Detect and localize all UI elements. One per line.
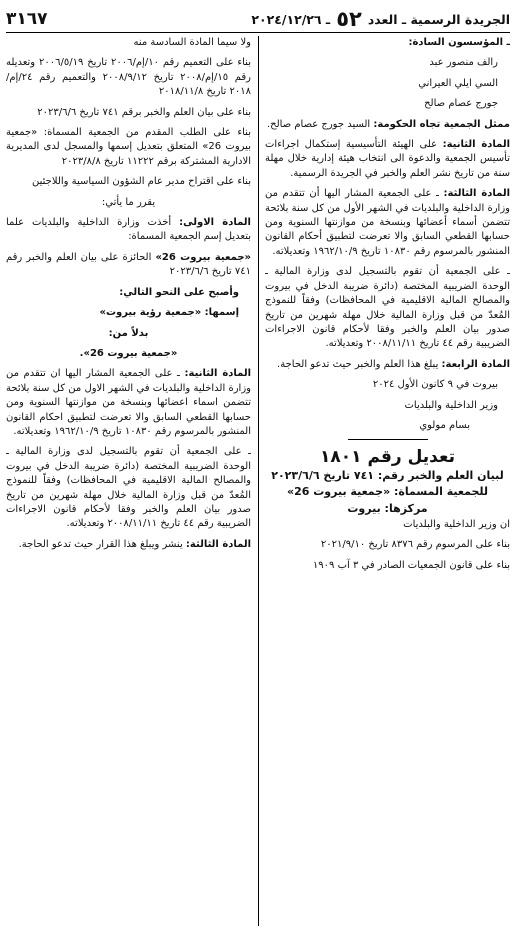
basis-article-six: ولا سيما المادة السادسة منه xyxy=(133,37,251,48)
right-column xyxy=(265,36,510,928)
article-3-label: المادة الثالثة: xyxy=(443,188,510,200)
founder-2: السي ايلي العيراني xyxy=(418,77,498,89)
founders-title: ـ المؤسسون السادة: xyxy=(408,37,510,48)
basis-law: بناء على قانون الجمعيات الصادر في ٣ آب ١٩٠٩ xyxy=(312,559,510,571)
minister-intro: ان وزير الداخلية والبلديات xyxy=(403,518,510,530)
amendment-title: تعديل رقم ١٨٠١ xyxy=(320,447,455,468)
gazette-title xyxy=(251,7,510,31)
article-1-rest: الحائزة على بيان العلم والخبر رقم ٧٤١ تاريخ ٢٠٢٣/٦/٦ xyxy=(6,251,251,278)
gov-rep xyxy=(265,118,510,132)
article-4 xyxy=(265,358,510,372)
basis-proposal: بناء على اقتراح مدير عام الشؤون السياسية واللاجئين xyxy=(32,176,251,188)
article-1-text: أخذت وزارة الداخلية والبلديات علما بتعديل إسم الجمعية المسماة: xyxy=(6,217,251,243)
issue-number: ٥٢ xyxy=(336,7,362,31)
article-3-left-label: المادة الثالثة: xyxy=(185,538,251,550)
article-3-left-text: ينشر ويبلغ هذا القرار حيث تدعو الحاجة. xyxy=(18,538,183,550)
association-old-name: «جمعية بيروت 26» xyxy=(155,251,251,263)
instead-label: بدلاً من: xyxy=(108,327,149,339)
tax-registration: ـ على الجمعية أن تقوم بالتسجيل لدى وزارة المالية ـ الوحدة الضريبية المختصة (دائرة ضريبة الدخل في بيروت والمصالح المالية الاقليمية في المحافظات) وفقاً للنموذج المُعدّ من قبل وزارة المالية خلال مهلة شهرين من تاريخ صدور بيان العلم والخبر وفقا لأحكام قانون الاجراءات الضريبية رقم ٤٤ تاريخ ٢٠٠٨/١١/١١ وتعديلاته. xyxy=(265,266,510,350)
basis-decree: بناء على المرسوم رقم ٨٣٧٦ تاريخ ٢٠٢١/٩/١٠ xyxy=(320,539,510,551)
association-new-name: «جمعية رؤية بيروت» xyxy=(99,307,202,319)
issue-date: ـ ٢٠٢٤/١٢/٢٦ xyxy=(251,11,331,27)
founder-1: رالف منصور عبد xyxy=(429,57,498,69)
article-2-left-label: المادة الثانية: xyxy=(184,368,251,380)
gov-rep-label: ممثل الجمعية تجاه الحكومة: xyxy=(373,118,510,130)
article-2-text: على الهيئة التأسيسية إستكمال اجراءات تأسيس الجمعية والدعوة الى انتخاب هيئة إدارية خلال مهلة سنة من تاريخ نشر العلم والخبر في الجريدة الرسمية. xyxy=(265,139,510,179)
gov-rep-text: السيد جورج عصام صالح. xyxy=(266,118,371,130)
article-2-left xyxy=(6,367,251,439)
basis-request: بناء على الطلب المقدم من الجمعية المسماة: «جمعية بيروت 26» المتعلق بتعديل إسمها والمسجل لدى المديرية الادارية المشتركة برقم ١١٢٢٢ تاريخ ٢٠٢٣/٨/٨ xyxy=(6,127,251,167)
basis-circulars: بناء على التعميم رقم ١٠/إم/٢٠٠٦ تاريخ ٢٠٠٦/٥/١٩ وتعديله رقم ١٥/إم/٢٠٠٨ تاريخ ٢٠٠٨/٩/١٢ والتعميم رقم ٢٤/إم/٢٠١٨ تاريخ ٢٠١٨/١١/٨ xyxy=(6,57,251,98)
amendment-seat: مركزها: بيروت xyxy=(347,501,428,515)
left-column xyxy=(6,36,251,928)
article-2-left-text: ـ على الجمعية المشار اليها ان تتقدم من وزارة الداخلية والبلديات في الشهر الاول من كل سنة بلائحة تتضمن اسماء اعضائها وبنسخة من موازنتها السنوية ومن حسابها القطعي السابق والا تعرضت لتطبيق احكام القانون المنشور بالمرسوم رقم ١٠٨٣٠ تاريخ ١٩٦٢/١٠/٩ وتعديلاته. xyxy=(6,368,251,437)
amendment-notice: لبيان العلم والخبر رقم: ٧٤١ تاريخ ٢٠٢٣/٦/٦ xyxy=(271,468,504,482)
tax-registration-left: ـ على الجمعية أن تقوم بالتسجيل لدى وزارة المالية ـ الوحدة الضريبية المختصة (دائرة ضريبة الدخل في بيروت والمصالح المالية الاقليمية في المحافظات) وفقاً للنموذج المُعدّ من قبل وزارة المالية خلال مهلة شهرين من تاريخ صدور بيان العلم والخبر وفقا لأحكام قانون الاجراءات الضريبية رقم ٤٤ تاريخ ٢٠٠٨/١١/١١ وتعديلاته. xyxy=(6,446,251,530)
basis-notice: بناء على بيان العلم والخبر برقم ٧٤١ تاريخ ٢٠٢٣/٦/٦ xyxy=(37,106,251,118)
signer-name: بسام مولوي xyxy=(419,419,470,431)
name-label: إسمها: xyxy=(204,307,239,319)
column-divider xyxy=(258,36,259,926)
minister-title: وزير الداخلية والبلديات xyxy=(404,399,498,411)
article-3-left xyxy=(6,538,251,552)
section-rule xyxy=(348,439,428,440)
decides-heading: يقرر ما يأتي: xyxy=(101,196,156,208)
became-heading: وأصبح على النحو التالي: xyxy=(119,286,239,298)
place-date: بيروت في ٩ كانون الأول ٢٠٢٤ xyxy=(372,379,498,391)
gazette-name: الجريدة الرسمية ـ العدد xyxy=(367,11,510,27)
article-1 xyxy=(6,216,251,245)
page-header xyxy=(6,6,510,33)
amendment-association: للجمعية المسماة: «جمعية بيروت 26» xyxy=(286,485,489,499)
association-former-name: «جمعية بيروت 26». xyxy=(79,347,178,359)
article-4-label: المادة الرابعة: xyxy=(441,358,510,370)
article-1-label: المادة الاولى: xyxy=(179,217,251,229)
article-4-text: يبلغ هذا العلم والخبر حيث تدعو الحاجة. xyxy=(277,358,439,370)
article-3-text: ـ على الجمعية المشار اليها أن تتقدم من وزارة الداخلية والبلديات في الشهر الأول من كل سنة بلائحة تتضمن أسماء أعضائها وبنسخة من موازنتها السنوية ومن حسابها القطعي السابق والا تعرضت لتطبيق أحكام القانون المنشور بالمرسوم رقم ١٠٨٣٠ تاريخ ١٩٦٢/١٠/٩ وتعديلاته. xyxy=(265,188,510,257)
article-2-label: المادة الثانية: xyxy=(442,139,510,151)
article-1-detail xyxy=(6,251,251,280)
page-number: ٣١٦٧ xyxy=(6,9,48,29)
founder-3: جورج عصام صالح xyxy=(424,98,498,110)
article-2 xyxy=(265,138,510,181)
article-3 xyxy=(265,187,510,259)
new-name-line xyxy=(6,306,251,320)
